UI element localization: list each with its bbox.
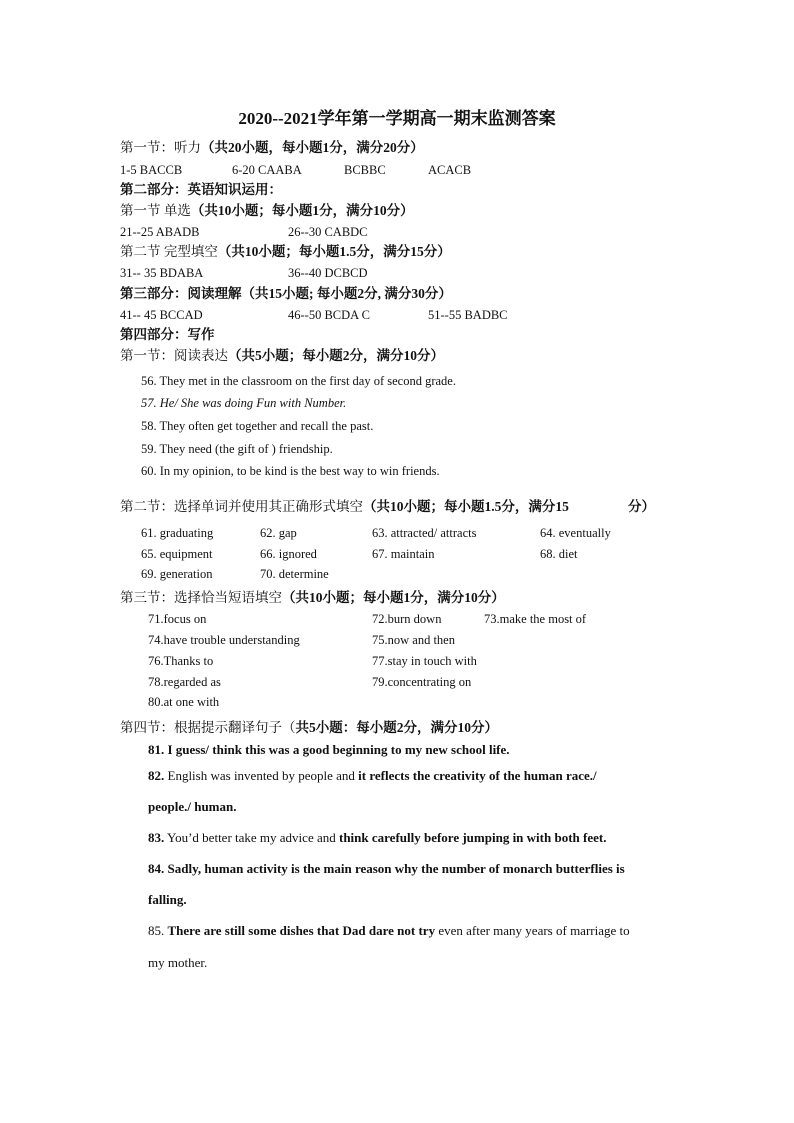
phrase-answer-73: 73.make the most of [484, 612, 587, 626]
translation-85 [148, 923, 630, 939]
listening-answer-1: 1-5 BACCB [120, 163, 183, 177]
word-fill-heading-scoring: （共10小题；每小题1.5分，满分15 [363, 499, 569, 514]
cloze-heading [120, 244, 451, 260]
cloze-heading-label: 第二节 完型填空 [120, 244, 218, 259]
translation-83-given: You’d better take my advice and [164, 830, 339, 845]
page-title: 2020--2021学年第一学期高一期末监测答案 [238, 109, 556, 128]
listening-heading [120, 140, 424, 156]
word-fill-heading [120, 499, 569, 515]
translation-83-number: 83. [148, 830, 165, 845]
word-fill-heading-end: 分） [628, 499, 655, 514]
expression-heading [120, 348, 444, 364]
phrase-answer-77: 77.stay in touch with [372, 654, 477, 668]
word-answer-69: 69. generation [141, 567, 213, 581]
reading-answer-1: 41-- 45 BCCAD [120, 308, 203, 322]
reading-heading: 第三部分：阅读理解（共15小题; 每小题2分, 满分30分） [120, 286, 452, 301]
phrase-answer-71: 71.focus on [148, 612, 207, 626]
phrase-answer-78: 78.regarded as [148, 675, 221, 689]
phrase-answer-72: 72.burn down [372, 612, 442, 626]
word-answer-70: 70. determine [260, 567, 329, 581]
listening-answer-2: 6-20 CAABA [232, 163, 302, 177]
word-fill-heading-label: 第二节：选择单词并使用其正确形式填空 [120, 499, 363, 514]
translation-83 [148, 830, 606, 846]
listening-answer-3: BCBBC [344, 163, 386, 177]
reading-answer-2: 46--50 BCDA C [288, 308, 370, 322]
expression-heading-label: 第一节：阅读表达 [120, 348, 228, 363]
translation-82-continued: people./ human. [148, 799, 237, 814]
phrase-answer-76: 76.Thanks to [148, 654, 214, 668]
cloze-answer-2: 36--40 DCBCD [288, 266, 368, 280]
phrase-answer-80: 80.at one with [148, 695, 220, 709]
word-answer-63: 63. attracted/ attracts [372, 526, 477, 540]
word-answer-68: 68. diet [540, 547, 578, 561]
word-answer-67: 67. maintain [372, 547, 435, 561]
part2-heading: 第二部分：英语知识运用： [120, 182, 282, 197]
translation-84-answer: Sadly, human activity is the main reason why the number of monarch butterflies is [164, 861, 625, 876]
word-answer-64: 64. eventually [540, 526, 611, 540]
phrase-answer-79: 79.concentrating on [372, 675, 472, 689]
translation-heading-scoring: 共5小题：每小题2分，满分10分） [295, 720, 498, 735]
translation-85-answer: There are still some dishes that Dad dare not try [167, 923, 436, 938]
translation-83-answer: think carefully before jumping in with both feet. [338, 830, 607, 845]
word-answer-62: 62. gap [260, 526, 297, 540]
expression-item-57-title: Fun with Number. [256, 396, 347, 410]
reading-answer-3: 51--55 BADBC [428, 308, 508, 322]
translation-85-number: 85. [148, 923, 168, 938]
expression-item-57 [141, 395, 346, 411]
listening-heading-scoring: （共20小题，每小题1分，满分20分） [201, 140, 424, 155]
cloze-answer-1: 31-- 35 BDABA [120, 266, 204, 280]
expression-heading-scoring: （共5小题；每小题2分，满分10分） [228, 348, 444, 363]
expression-item-58: 58. They often get together and recall the past. [141, 419, 374, 433]
translation-heading [120, 720, 498, 736]
expression-item-57-prefix: 57. He/ She was doing [141, 396, 257, 410]
phrase-fill-heading-scoring: （共10小题；每小题1分，满分10分） [282, 590, 505, 605]
word-answer-65: 65. equipment [141, 547, 213, 561]
choice-heading-scoring: （共10小题；每小题1分，满分10分） [190, 203, 414, 218]
choice-heading [120, 203, 414, 219]
translation-82-given: English was invented by people and [164, 768, 359, 783]
translation-85-given: even after many years of marriage to [435, 923, 630, 938]
translation-85-continued: my mother. [148, 955, 208, 970]
translation-84-continued: falling. [148, 892, 187, 907]
translation-81: 81. I guess/ think this was a good beginning to my new school life. [148, 742, 510, 757]
translation-82 [148, 768, 597, 784]
translation-84 [148, 861, 625, 877]
listening-answer-4: ACACB [428, 163, 472, 177]
phrase-fill-heading [120, 590, 505, 606]
part4-heading: 第四部分：写作 [120, 327, 215, 342]
phrase-answer-74: 74.have trouble understanding [148, 633, 300, 647]
choice-heading-label: 第一节 单选 [120, 203, 191, 218]
translation-82-answer: it reflects the creativity of the human race./ [358, 768, 597, 783]
expression-item-56: 56. They met in the classroom on the first day of second grade. [141, 374, 456, 388]
translation-84-number: 84. [148, 861, 165, 876]
phrase-answer-75: 75.now and then [372, 633, 455, 647]
choice-answer-1: 21--25 ABADB [120, 225, 200, 239]
word-answer-61: 61. graduating [141, 526, 214, 540]
expression-item-59: 59. They need (the gift of ) friendship. [141, 442, 333, 456]
choice-answer-2: 26--30 CABDC [288, 225, 368, 239]
listening-heading-label: 第一节：听力 [120, 140, 201, 155]
expression-item-60: 60. In my opinion, to be kind is the best way to win friends. [141, 464, 440, 478]
cloze-heading-scoring: （共10小题；每小题1.5分，满分15分） [217, 244, 451, 259]
word-answer-66: 66. ignored [260, 547, 317, 561]
phrase-fill-heading-label: 第三节：选择恰当短语填空 [120, 590, 282, 605]
translation-heading-label: 第四节：根据提示翻译句子（ [120, 720, 296, 735]
translation-82-number: 82. [148, 768, 165, 783]
